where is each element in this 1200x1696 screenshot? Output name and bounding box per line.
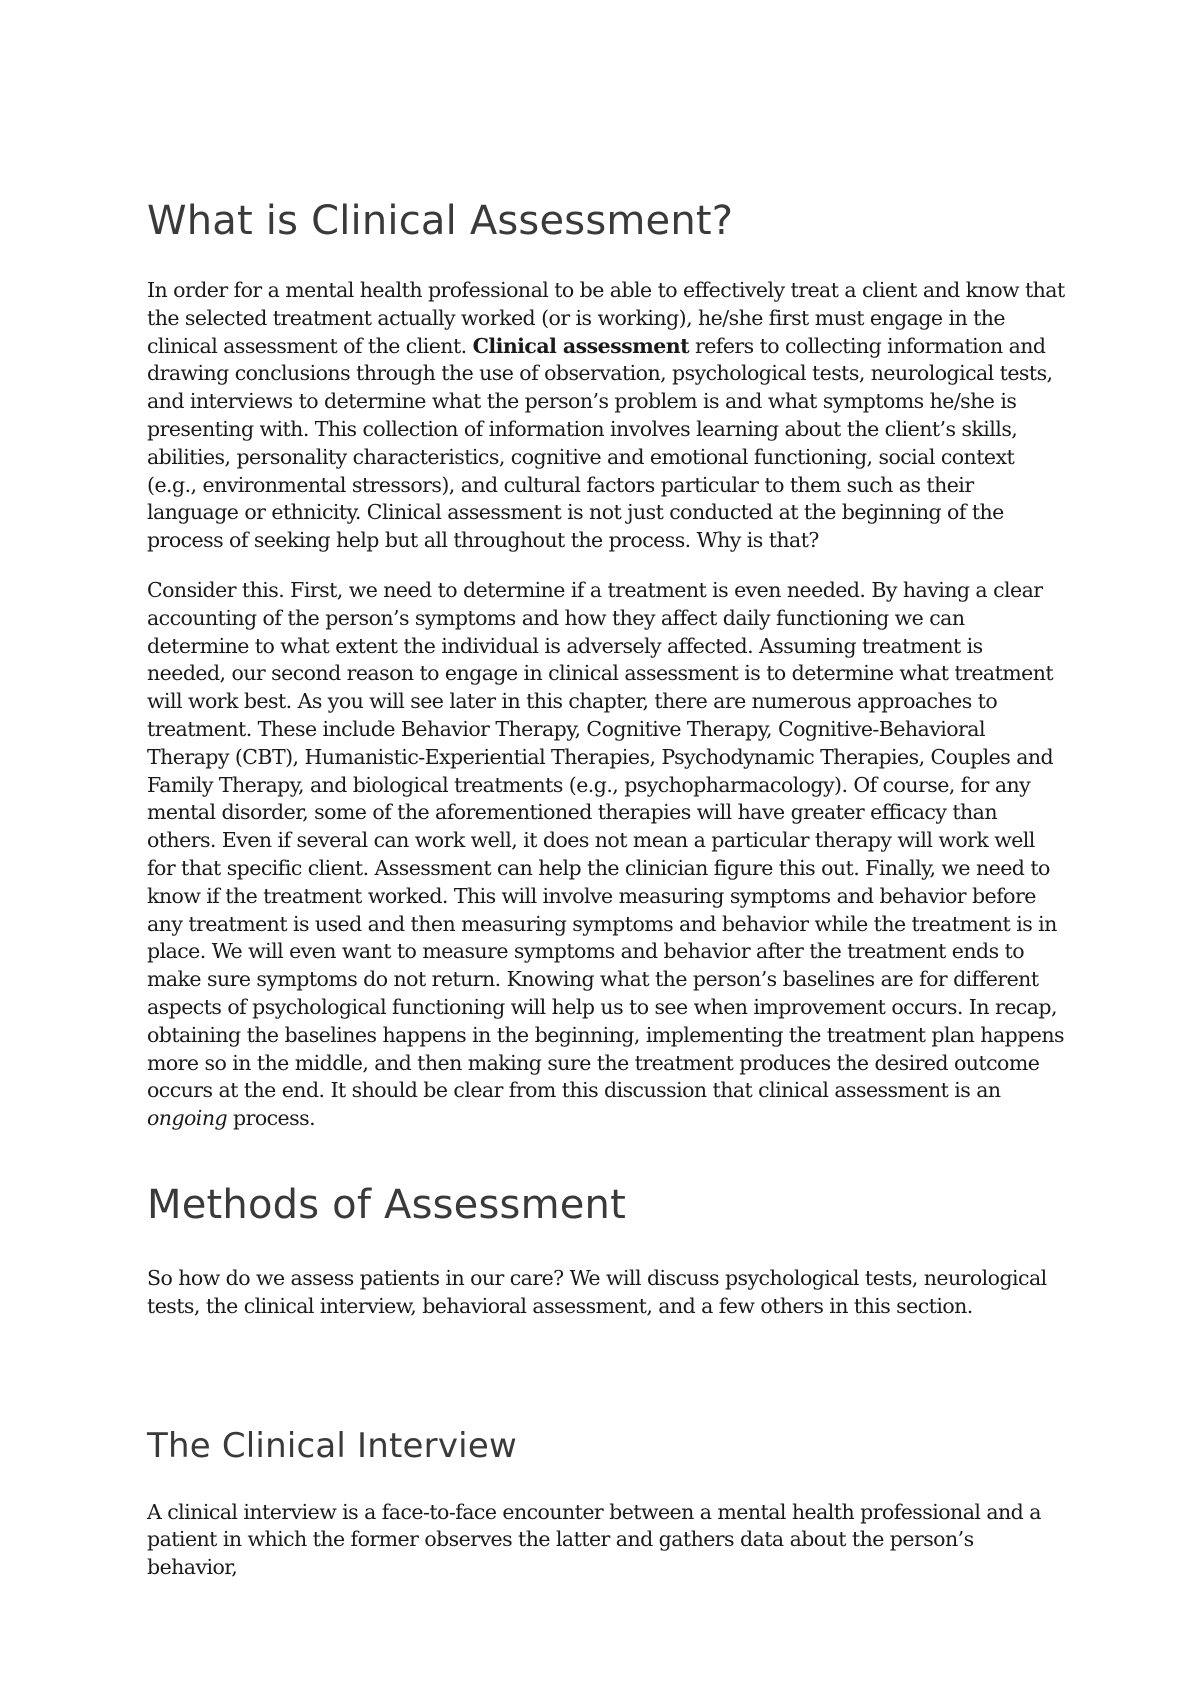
document-content xyxy=(147,195,1067,1582)
heading-clinical-interview: The Clinical Interview xyxy=(147,1425,517,1466)
heading-what-is-clinical-assessment: What is Clinical Assessment? xyxy=(147,198,734,244)
paragraph-consider-text-b: process. xyxy=(227,1106,316,1131)
paragraph-clinical-interview: A clinical interview is a face-to-face encounter between a mental health professional and a patient in which the former observes the latter and gathers data about the person’s behavior, xyxy=(147,1499,1041,1580)
heading-methods-of-assessment: Methods of Assessment xyxy=(147,1181,626,1228)
paragraph-consider-text-a: Consider this. First, we need to determine if a treatment is even needed. By having a clear accounting of the person’s symptoms and how they affect daily functioning we can determine to what extent the individual is adversely affected. Assuming treatment is needed, our second reason to engage in clinical assessment is to determine what treatment will work best. As you will see later in this chapter, there are numerous approaches to treatment. These include Behavior Therapy, Cognitive Therapy, Cognitive-Behavioral Therapy (CBT), Humanistic-Experiential Therapies, Psychodynamic Therapies, Couples and Family Therapy, and biological treatments (e.g., psychopharmacology). Of course, for any mental disorder, some of the aforementioned therapies will have greater efficacy than others. Even if several can work well, it does not mean a particular therapy will work well for that specific client. Assessment can help the clinician figure this out. Finally, we need to know if the treatment worked. This will involve measuring symptoms and behavior before any treatment is used and then measuring symptoms and behavior while the treatment is in place. We will even want to measure symptoms and behavior after the treatment ends to make sure symptoms do not return. Knowing what the person’s baselines are for different aspects of psychological functioning will help us to see when improvement occurs. In recap, obtaining the baselines happens in the beginning, implementing the treatment plan happens more so in the middle, and then making sure the treatment produces the desired outcome occurs at the end. It should be clear from this discussion that clinical assessment is an xyxy=(147,577,1064,1103)
paragraph-intro-text-a: In order for a mental health professional to be able to effectively treat a client and know that the selected treatment actually worked (or is working), he/she first must engage in the clinical assessment of the client. xyxy=(147,278,1065,358)
paragraph-methods: So how do we assess patients in our care? We will discuss psychological tests, neurological tests, the clinical interview, behavioral assessment, and a few others in this section. xyxy=(147,1265,1047,1318)
paragraph-intro xyxy=(147,277,1067,555)
paragraph-consider-this xyxy=(147,577,1067,1133)
paragraph-intro-text-b: refers to collecting information and drawing conclusions through the use of observation, psychological tests, neurological tests, and interviews to determine what the person’s problem is and what symptoms he/she is presenting with. This collection of information involves learning about the client’s skills, abilities, personality characteristics, cognitive and emotional functioning, social context (e.g., environmental stressors), and cultural factors particular to them such as their language or ethnicity. Clinical assessment is not just conducted at the beginning of the process of seeking help but all throughout the process. Why is that? xyxy=(147,333,1053,553)
term-clinical-assessment: Clinical assessment xyxy=(472,333,689,358)
emphasis-ongoing: ongoing xyxy=(147,1106,228,1131)
